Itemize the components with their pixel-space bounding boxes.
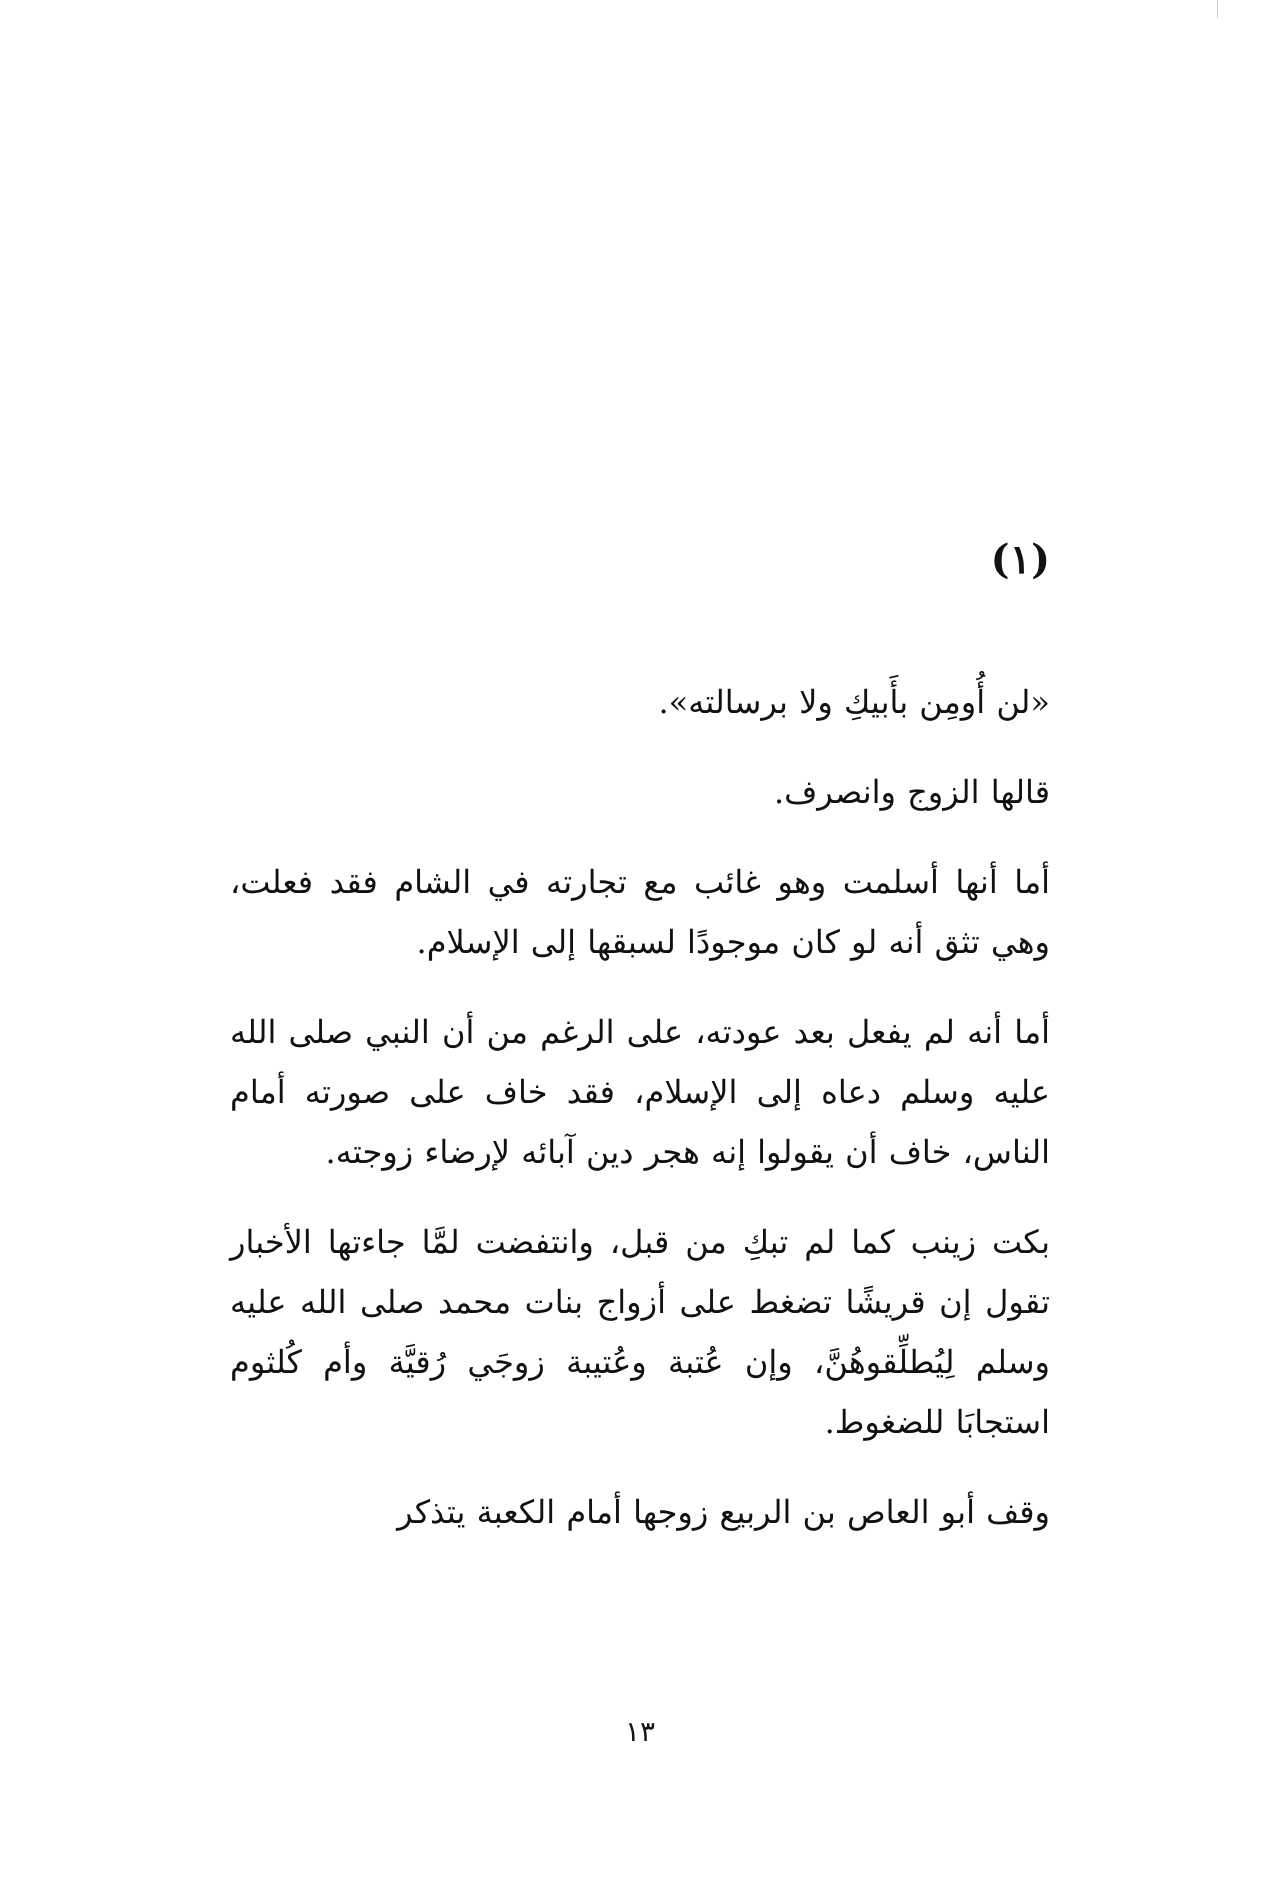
trim-mark <box>1217 0 1218 18</box>
paragraph-1: «لن أُومِن بأَبيكِ ولا برسالته». <box>658 683 1050 721</box>
paragraph-3: أما أنها أسلمت وهو غائب مع تجارته في الشام فقد فعلت، وهي تثق أنه لو كان موجودًا لسبقها إلى الإسلام. <box>230 863 1050 961</box>
paragraph-6: وقف أبو العاص بن الربيع زوجها أمام الكعبة يتذكر <box>397 1493 1050 1531</box>
paragraph-5: بكت زينب كما لم تبكِ من قبل، وانتفضت لمَّا جاءتها الأخبار تقول إن قريشًا تضغط على أزواج بنات محمد صلى الله عليه وسلم لِيُطلِّقوهُنَّ، وإن عُتبة وعُتيبة زوجَي رُقيَّة وأم كُلثوم استجابَا للضغوط. <box>230 1223 1050 1441</box>
paragraph-2: قالها الزوج وانصرف. <box>773 773 1050 811</box>
page-number: ١٣ <box>624 1715 656 1748</box>
chapter-number-heading: (١) <box>990 536 1050 583</box>
paragraph-4: أما أنه لم يفعل بعد عودته، على الرغم من أن النبي صلى الله عليه وسلم دعاه إلى الإسلام، فقد خاف على صورته أمام الناس، خاف أن يقولوا إنه هجر دين آبائه لإرضاء زوجته. <box>230 1013 1050 1171</box>
page-body <box>230 536 1050 1542</box>
